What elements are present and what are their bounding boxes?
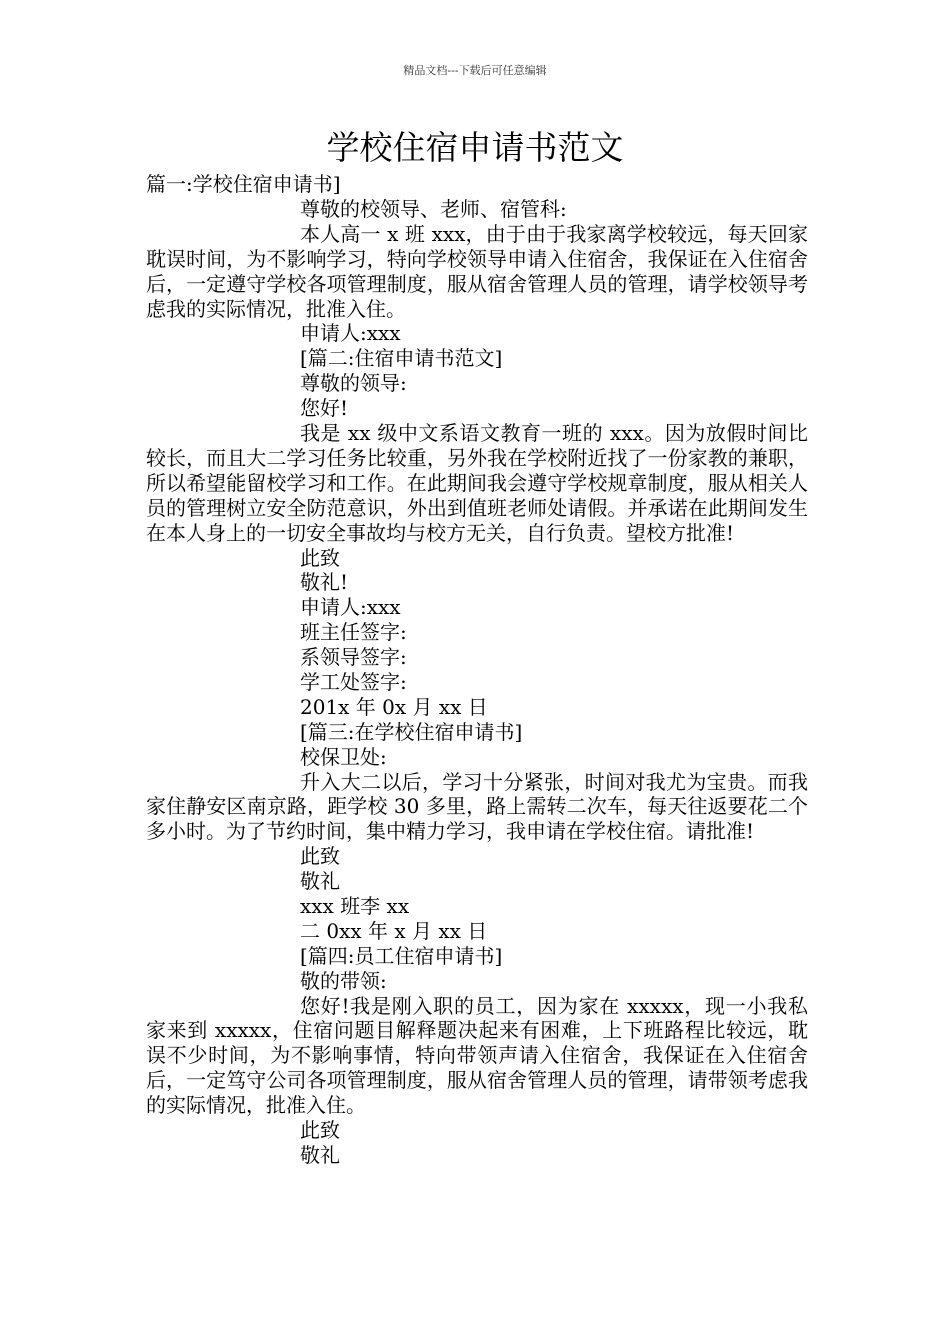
closing-line: 敬礼	[300, 1143, 340, 1167]
paragraph: 升入大二以后，学习十分紧张，时间对我尤为宝贵。而我家住静安区南京路，距学校 30 多里，路上需转二次车，每天往返要花二个多小时。为了节约时间，集中精力学习，我申请在学校住宿。请批准!	[146, 769, 808, 844]
salutation: 校保卫处:	[300, 744, 387, 769]
page-header: 精品文档---下载后可任意编辑	[403, 64, 547, 77]
section-heading-1: 篇一:学校住宿申请书]	[146, 172, 341, 196]
paragraph: 您好!我是刚入职的员工，因为家在 xxxxx，现一小我私家来到 xxxxx，住宿问题目解释题决起来有困难，上下班路程比较远，耽误不少时间，为不影响事情，特向带领声请入住宿舍，我保证在入住宿舍后，一定笃守公司各项管理制度，服从宿舍管理人员的管理，请带领考虑我的实际情况，批准入住。	[146, 993, 808, 1118]
signature-line: 系领导签字:	[300, 645, 407, 670]
date-line: 201x 年 0x 月 xx 日	[300, 694, 488, 719]
document-body	[146, 172, 808, 1168]
paragraph: 本人高一 x 班 xxx，由于由于我家离学校较远，每天回家耽误时间，为不影响学习，特向学校领导申请入住宿舍，我保证在入住宿舍后，一定遵守学校各项管理制度，服从宿舍管理人员的管理，请学校领导考虑我的实际情况，批准入住。	[146, 221, 808, 321]
closing-line: 敬礼!	[300, 570, 349, 595]
section-heading-4: [篇四:员工住宿申请书]	[300, 943, 503, 968]
section-heading-2: [篇二:住宿申请书范文]	[300, 346, 503, 371]
date-line: 二 0xx 年 x 月 xx 日	[300, 918, 488, 943]
closing-line: 此致	[300, 1118, 340, 1143]
paragraph: 我是 xx 级中文系语文教育一班的 xxx。因为放假时间比较长，而且大二学习任务比较重，另外我在学校附近找了一份家教的兼职，所以希望能留校学习和工作。在此期间我会遵守学校规章制度，服从相关人员的管理树立安全防范意识，外出到值班老师处请假。并承诺在此期间发生在本人身上的一切安全事故均与校方无关，自行负责。望校方批准!	[146, 420, 808, 545]
applicant-line: 申请人:xxx	[300, 321, 401, 346]
salutation: 尊敬的校领导、老师、宿管科:	[300, 196, 567, 221]
closing-line: 敬礼	[300, 869, 340, 894]
closing-line: 此致	[300, 844, 340, 869]
document-title: 学校住宿申请书范文	[326, 128, 624, 167]
section-heading-3: [篇三:在学校住宿申请书]	[300, 719, 523, 744]
greeting: 您好!	[300, 396, 349, 421]
signature-line: 班主任签字:	[300, 620, 407, 645]
salutation: 尊敬的领导:	[300, 371, 407, 396]
closing-line: 此致	[300, 545, 340, 570]
signature-line: 学工处签字:	[300, 669, 407, 694]
applicant-line: 申请人:xxx	[300, 595, 401, 620]
signature-line: xxx 班李 xx	[300, 894, 410, 919]
salutation: 敬的带领:	[300, 968, 387, 993]
